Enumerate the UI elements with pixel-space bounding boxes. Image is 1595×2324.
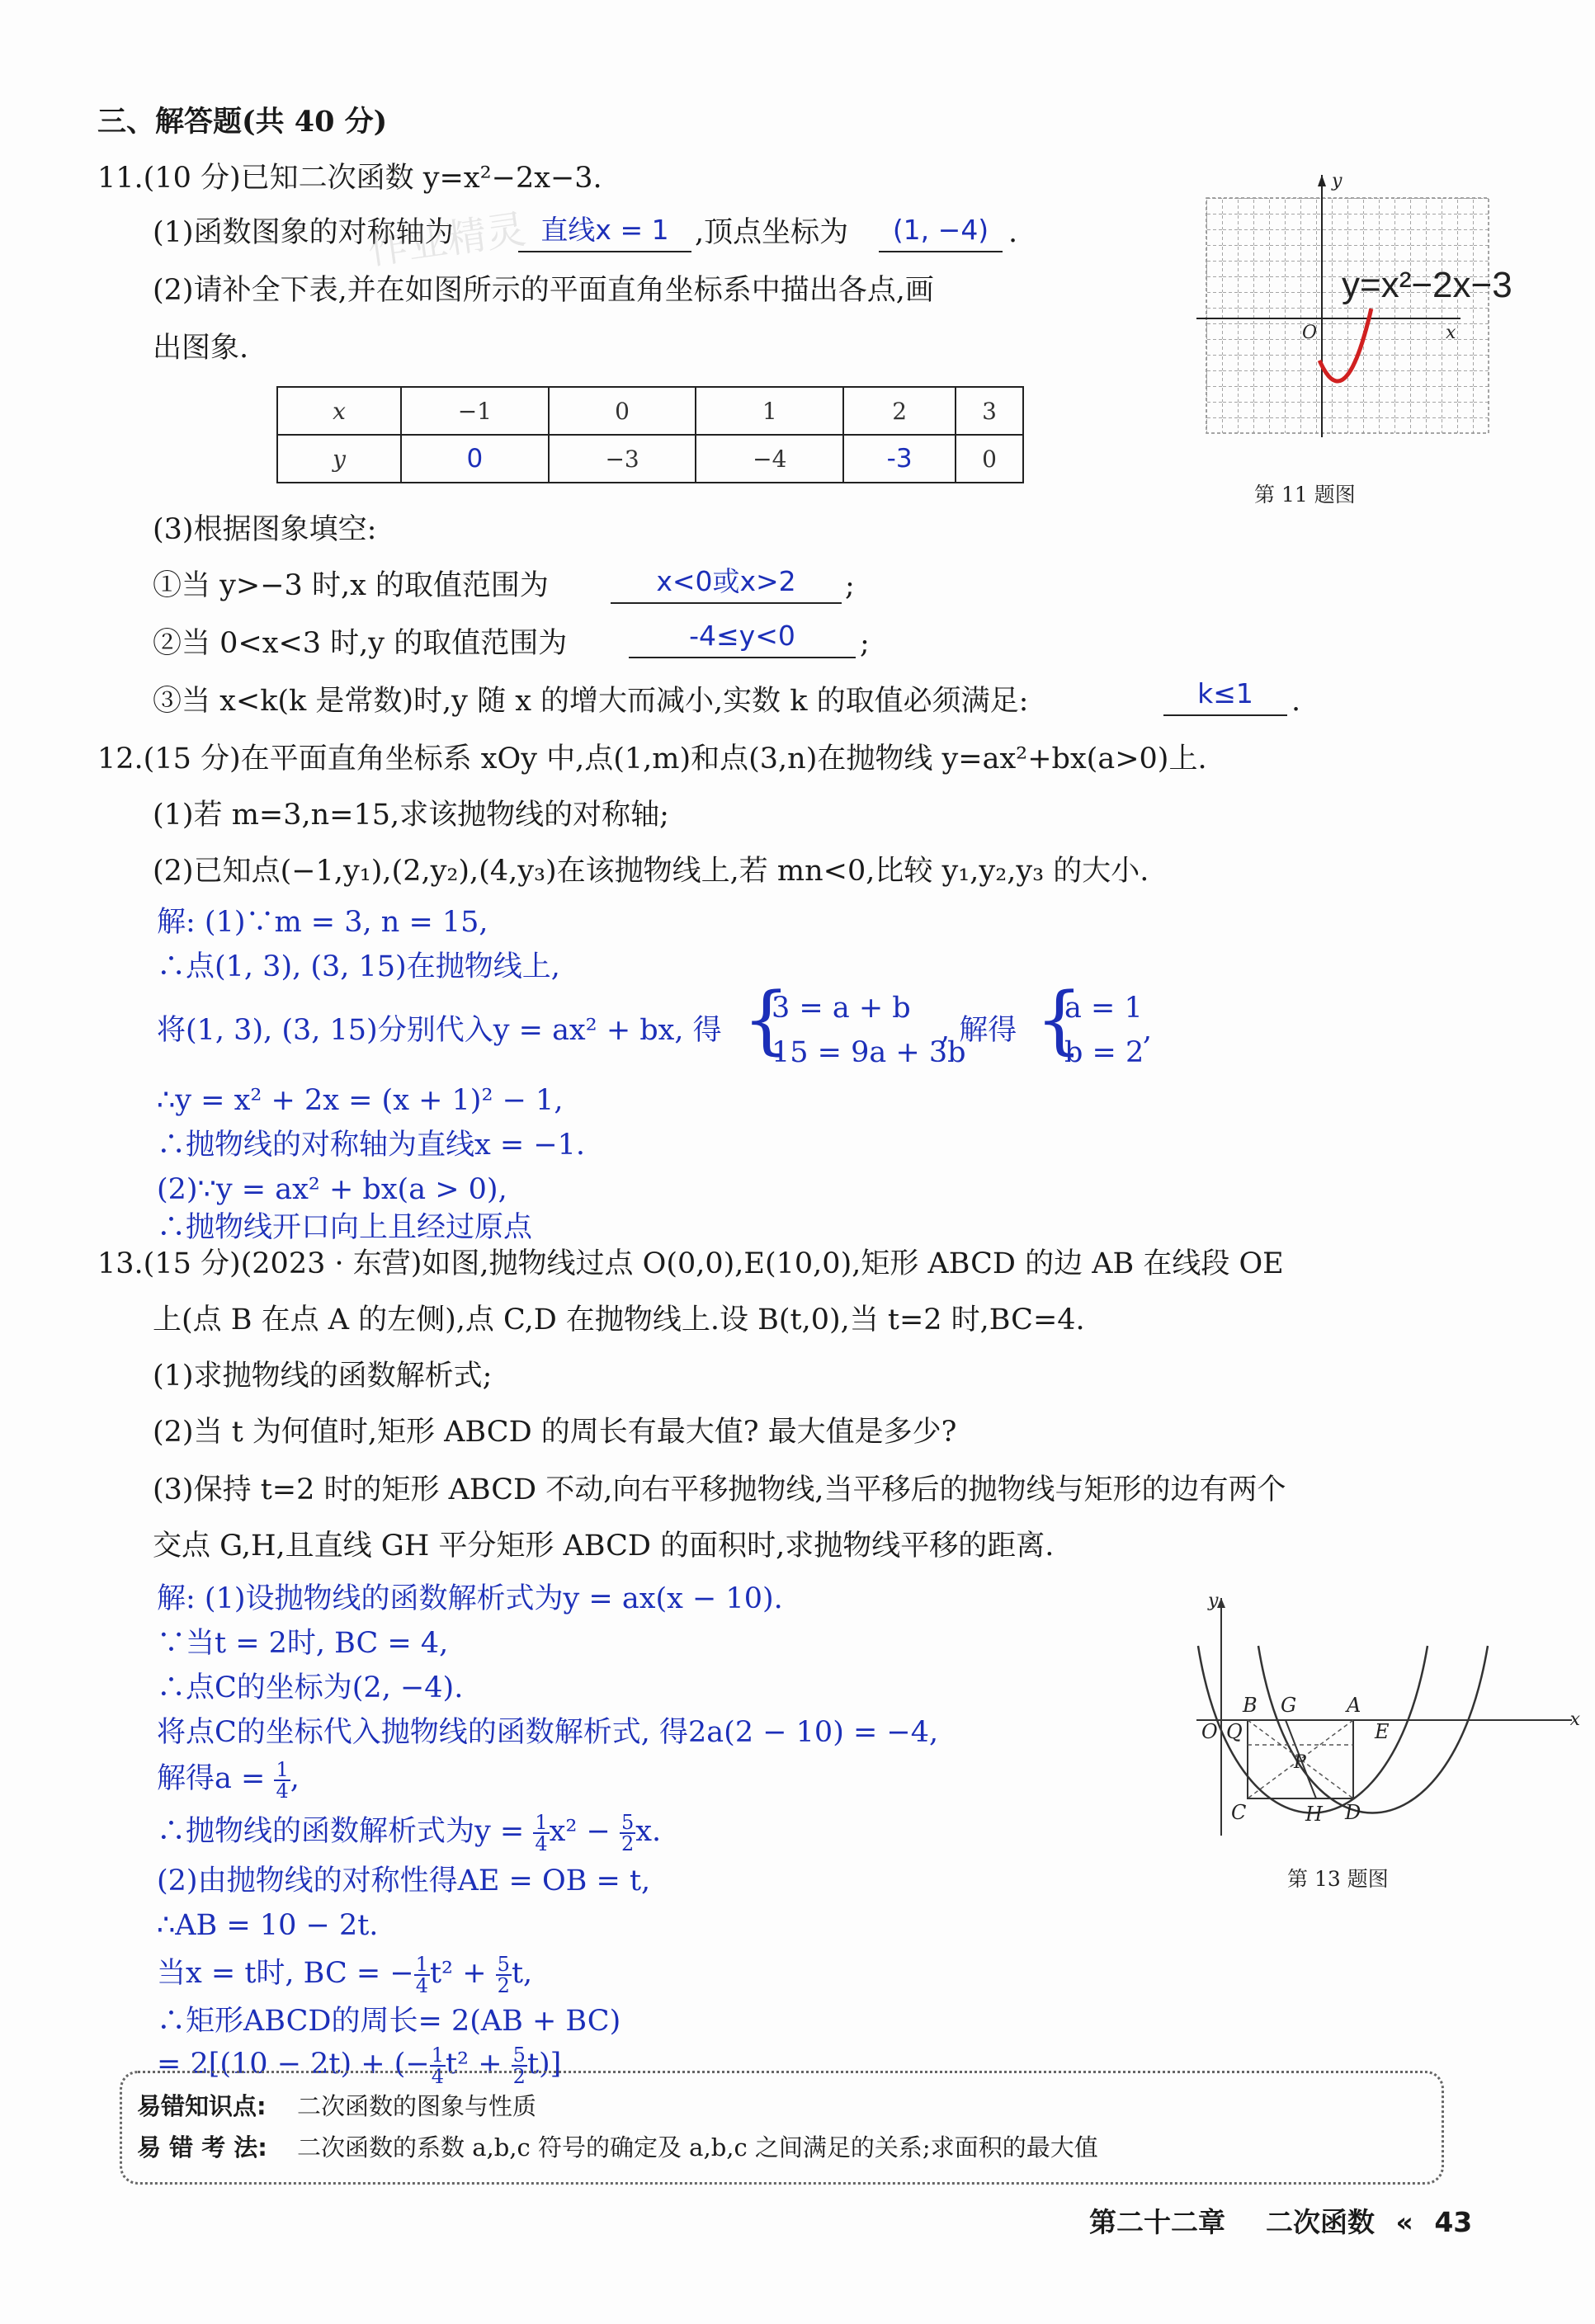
q13-sol6-prefix: ∴抛物线的函数解析式为y = bbox=[157, 1815, 534, 1848]
fraction-five-halves: $\frac{5}{2}$ bbox=[621, 1810, 635, 1855]
note-text-method: 二次函数的系数 a,b,c 符号的确定及 a,b,c 之间满足的关系;求面积的最大值 bbox=[297, 2133, 1098, 2161]
q11-p2-line1: (2)请补全下表,并在如图所示的平面直角坐标系中描出各点,画 bbox=[153, 274, 934, 307]
q12-system2-eq2: b = 2 bbox=[1064, 1036, 1144, 1069]
point-o-label: O bbox=[1201, 1720, 1218, 1743]
table-cell: 0 bbox=[956, 435, 1023, 483]
q11-value-table bbox=[276, 386, 1024, 483]
table-cell-answer: -3 bbox=[843, 435, 956, 483]
q11-stem: 11.(10 分)已知二次函数 y=x²−2x−3. bbox=[97, 162, 602, 195]
shifted-parabola bbox=[1258, 1646, 1488, 1813]
q13-sol11-mid: t² + bbox=[445, 2048, 512, 2081]
table-cell: 1 bbox=[696, 387, 843, 435]
footer-page-number: 43 bbox=[1434, 2206, 1473, 2238]
table-row-x bbox=[277, 387, 1023, 435]
q12-solution-line1: 解: (1)∵m = 3, n = 15, bbox=[157, 906, 488, 939]
y-axis-label: y bbox=[1208, 1591, 1219, 1611]
fraction-one-quarter: $\frac{1}{4}$ bbox=[535, 1810, 548, 1855]
point-c-label: C bbox=[1231, 1801, 1247, 1824]
footer-title: 二次函数 bbox=[1266, 2206, 1375, 2238]
q13-solution-line5 bbox=[157, 1759, 300, 1801]
q12-solution-line2: ∴点(1, 3), (3, 15)在抛物线上, bbox=[157, 950, 560, 983]
page-footer bbox=[1089, 2201, 1472, 2240]
point-q-label: Q bbox=[1226, 1720, 1243, 1743]
q13-sol5-prefix: 解得a = bbox=[157, 1762, 275, 1795]
y-axis-arrow-icon bbox=[1318, 175, 1326, 186]
fraction-five-halves: $\frac{5}{2}$ bbox=[512, 2043, 526, 2088]
q13-solution-line4: 将点C的坐标代入抛物线的函数解析式, 得2a(2 − 10) = −4, bbox=[157, 1716, 939, 1749]
q11-p3-3-end: . bbox=[1291, 685, 1301, 718]
curve-formula: y=x²−2x−3 bbox=[1342, 265, 1512, 305]
q11-p3-1-end: ; bbox=[845, 569, 855, 602]
q13-solution-line7: (2)由抛物线的对称性得AE = OB = t, bbox=[157, 1864, 651, 1897]
q12-solution-line5: ∴抛物线的对称轴为直线x = −1. bbox=[157, 1129, 586, 1162]
q13-p3-line1: (3)保持 t=2 时的矩形 ABCD 不动,向右平移抛物线,当平移后的抛物线与矩形的边有两个 bbox=[153, 1473, 1286, 1506]
note-label-knowledge: 易错知识点: bbox=[137, 2092, 267, 2120]
q13-solution-line9 bbox=[157, 1954, 532, 1996]
system-brace-icon: { bbox=[743, 977, 790, 1063]
q12-system1-eq2: 15 = 9a + 3b bbox=[772, 1036, 966, 1069]
q13-solution-line3: ∴点C的坐标为(2, −4). bbox=[157, 1671, 464, 1704]
point-a-label: A bbox=[1347, 1694, 1361, 1717]
x-axis-label: x bbox=[1569, 1709, 1580, 1730]
q13-sol11-prefix: = 2[(10 − 2t) + (− bbox=[157, 2048, 430, 2081]
q13-sol9-end: t, bbox=[511, 1957, 533, 1990]
section-title: 三、解答题(共 40 分) bbox=[97, 105, 388, 139]
table-header-x: x bbox=[277, 387, 401, 435]
table-row-y bbox=[277, 435, 1023, 483]
q12-solution-line3-prefix: 将(1, 3), (3, 15)分别代入y = ax² + bx, 得 bbox=[157, 1014, 722, 1047]
q11-p1-answer-axis: 直线x = 1 bbox=[518, 211, 691, 252]
q12-solution-line3-end: , bbox=[1143, 1014, 1153, 1047]
q12-solution-line4: ∴y = x² + 2x = (x + 1)² − 1, bbox=[157, 1084, 564, 1117]
q12-p2: (2)已知点(−1,y₁),(2,y₂),(4,y₃)在该抛物线上,若 mn<0,比较 y₁,y₂,y₃ 的大小. bbox=[153, 855, 1149, 888]
q11-p2-line2: 出图象. bbox=[153, 332, 249, 365]
q13-p2: (2)当 t 为何值时,矩形 ABCD 的周长有最大值? 最大值是多少? bbox=[153, 1416, 957, 1449]
table-cell-answer: 0 bbox=[401, 435, 549, 483]
q13-solution-line6 bbox=[157, 1812, 661, 1854]
q11-figure-caption: 第 11 题图 bbox=[1254, 483, 1356, 507]
q11-p3-1-answer: x<0或x>2 bbox=[611, 563, 842, 604]
q11-p1-answer-vertex: (1, −4) bbox=[879, 211, 1003, 252]
fraction-one-quarter: $\frac{1}{4}$ bbox=[415, 1952, 428, 1997]
q13-sol5-end: , bbox=[290, 1762, 300, 1795]
point-b-label: B bbox=[1243, 1694, 1258, 1717]
grid bbox=[1206, 198, 1489, 433]
q13-p3-line2: 交点 G,H,且直线 GH 平分矩形 ABCD 的面积时,求抛物线平移的距离. bbox=[153, 1530, 1055, 1563]
q11-p3-2-answer: -4≤y<0 bbox=[629, 617, 856, 658]
x-axis-label: x bbox=[1446, 323, 1456, 343]
error-note-box bbox=[120, 2071, 1444, 2185]
q12-solution-line6: (2)∵y = ax² + bx(a > 0), bbox=[157, 1173, 507, 1206]
q13-figure-caption: 第 13 题图 bbox=[1287, 1867, 1389, 1891]
q11-p3-1-prefix: ①当 y>−3 时,x 的取值范围为 bbox=[153, 569, 549, 602]
watermark: 作业精灵 bbox=[365, 205, 529, 275]
q12-system1-eq1: 3 = a + b bbox=[772, 992, 911, 1025]
q13-solution-line1: 解: (1)设抛物线的函数解析式为y = ax(x − 10). bbox=[157, 1582, 783, 1615]
point-h-label: H bbox=[1305, 1803, 1323, 1826]
footer-arrows-icon: « bbox=[1395, 2206, 1413, 2238]
point-e-label: E bbox=[1375, 1720, 1390, 1743]
q11-p3-2-prefix: ②当 0<x<3 时,y 的取值范围为 bbox=[153, 627, 568, 660]
q12-p1: (1)若 m=3,n=15,求该抛物线的对称轴; bbox=[153, 799, 669, 832]
q13-sol6-end: x. bbox=[635, 1815, 662, 1848]
q11-p3-2-end: ; bbox=[860, 627, 870, 660]
table-cell: 0 bbox=[549, 387, 696, 435]
system-brace-icon: { bbox=[1036, 977, 1083, 1063]
table-cell: 3 bbox=[956, 387, 1023, 435]
q13-solution-line8: ∴AB = 10 − 2t. bbox=[157, 1909, 379, 1942]
q13-p1: (1)求抛物线的函数解析式; bbox=[153, 1360, 493, 1393]
table-cell: −3 bbox=[549, 435, 696, 483]
fraction-one-quarter: $\frac{1}{4}$ bbox=[276, 1757, 289, 1803]
q11-p1-prefix: (1)函数图象的对称轴为 bbox=[153, 216, 454, 249]
table-cell: −4 bbox=[696, 435, 843, 483]
q11-p3: (3)根据图象填空: bbox=[153, 513, 377, 546]
table-cell: −1 bbox=[401, 387, 549, 435]
q13-sol11-end: t)] bbox=[526, 2048, 562, 2081]
point-p-label: P bbox=[1294, 1752, 1306, 1773]
q13-sol6-mid: x² − bbox=[549, 1815, 620, 1848]
fraction-five-halves: $\frac{5}{2}$ bbox=[497, 1952, 510, 1997]
table-header-y: y bbox=[277, 435, 401, 483]
q13-stem-line2: 上(点 B 在点 A 的左侧),点 C,D 在抛物线上.设 B(t,0),当 t=2 时,BC=4. bbox=[153, 1303, 1085, 1336]
q13-sol9-prefix: 当x = t时, BC = − bbox=[157, 1957, 414, 1990]
point-d-label: D bbox=[1345, 1801, 1361, 1824]
q12-solution-line3-mid: , 解得 bbox=[941, 1014, 1017, 1047]
q13-sol9-mid: t² + bbox=[429, 1957, 496, 1990]
note-text-knowledge: 二次函数的图象与性质 bbox=[297, 2092, 537, 2120]
note-label-method: 易 错 考 法: bbox=[137, 2133, 267, 2161]
q12-solution-line7-cut: ∴抛物线开口向上且经过原点 bbox=[157, 1211, 533, 1244]
q13-solution-line10: ∴矩形ABCD的周长= 2(AB + BC) bbox=[157, 2005, 621, 2038]
q13-solution-line2: ∵当t = 2时, BC = 4, bbox=[157, 1627, 449, 1660]
point-g-label: G bbox=[1281, 1694, 1297, 1717]
footer-chapter: 第二十二章 bbox=[1089, 2206, 1225, 2238]
q11-p1-mid: ,顶点坐标为 bbox=[695, 216, 849, 249]
q11-p3-3-prefix: ③当 x<k(k 是常数)时,y 随 x 的增大而减小,实数 k 的取值必须满足: bbox=[153, 685, 1029, 718]
q12-stem: 12.(15 分)在平面直角坐标系 xOy 中,点(1,m)和点(3,n)在抛物线 y=ax²+bx(a>0)上. bbox=[97, 742, 1207, 775]
q11-p1-end: . bbox=[1008, 216, 1018, 249]
y-axis-label: y bbox=[1332, 171, 1343, 191]
q13-stem-line1: 13.(15 分)(2023 · 东营)如图,抛物线过点 O(0,0),E(10,0),矩形 ABCD 的边 AB 在线段 OE bbox=[97, 1247, 1284, 1280]
q13-solution-line11-cut bbox=[157, 2043, 562, 2088]
q12-system2-eq1: a = 1 bbox=[1064, 992, 1143, 1025]
y-axis-arrow-icon bbox=[1217, 1598, 1225, 1608]
q13-figure bbox=[1188, 1580, 1580, 1844]
fraction-one-quarter: $\frac{1}{4}$ bbox=[431, 2043, 444, 2088]
q11-figure bbox=[1188, 165, 1551, 454]
table-cell: 2 bbox=[843, 387, 956, 435]
q11-p3-3-answer: k≤1 bbox=[1163, 675, 1287, 716]
origin-label: O bbox=[1302, 323, 1318, 343]
